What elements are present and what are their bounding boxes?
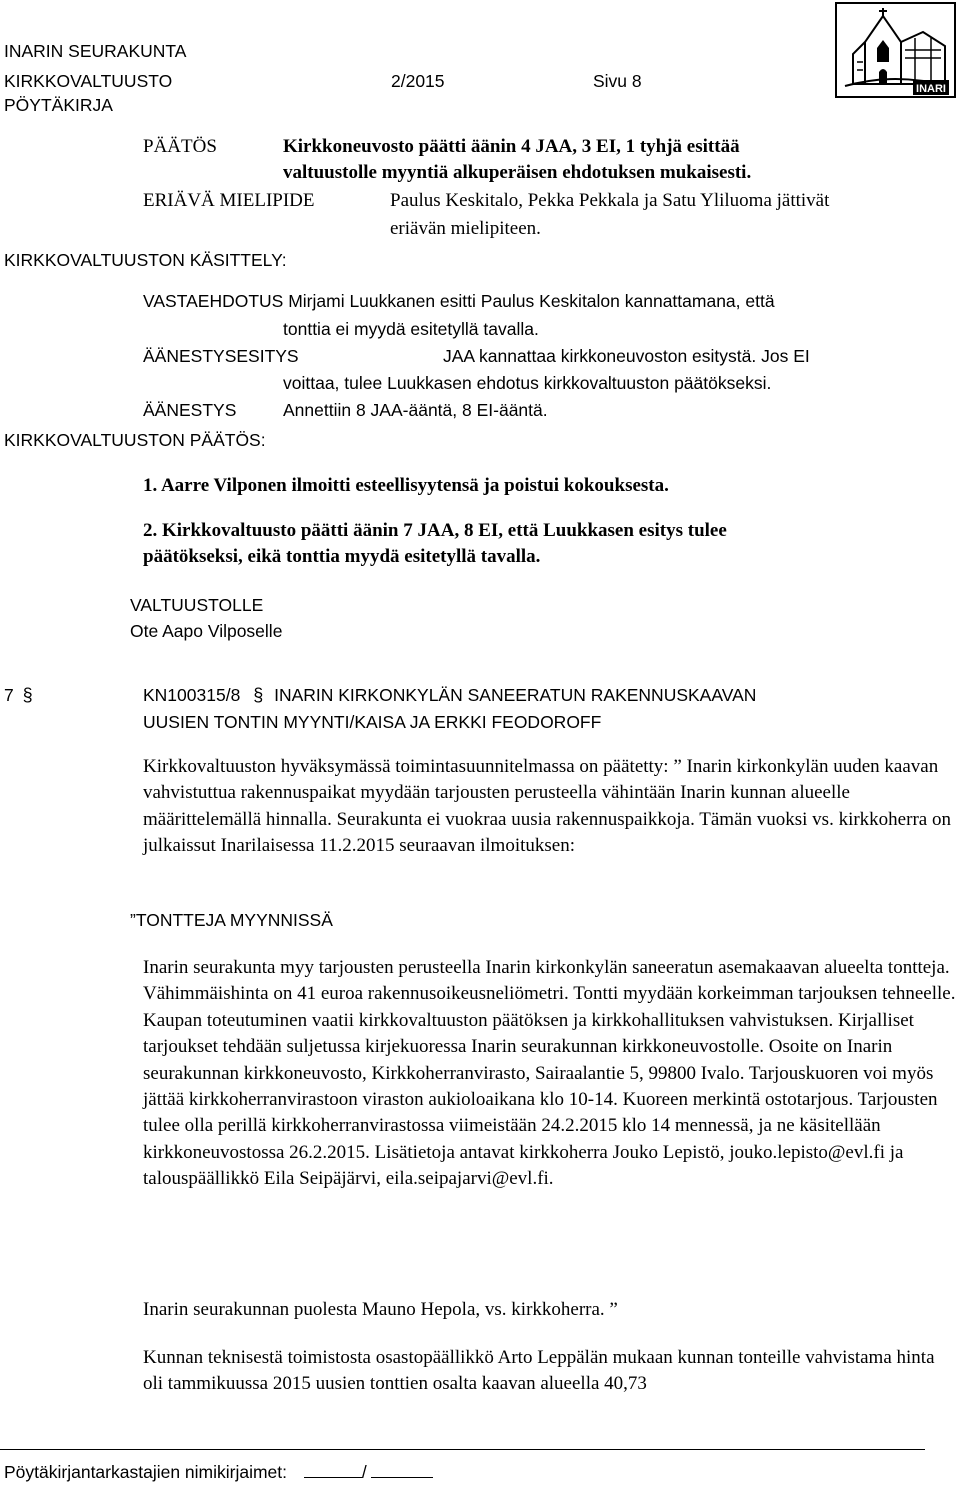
section-symbol-2: §	[253, 685, 264, 705]
section-title-line-1	[143, 684, 756, 706]
section-number	[4, 684, 33, 706]
dissent-line-2: eriävän mielipiteen.	[390, 218, 541, 239]
recipient-label: VALTUUSTOLLE	[130, 595, 264, 615]
section-title-line-2: UUSIEN TONTIN MYYNTI/KAISA JA ERKKI FEODOROFF	[143, 712, 602, 732]
body-name: KIRKKOVALTUUSTO	[4, 71, 173, 91]
page-number: Sivu 8	[593, 71, 642, 91]
decision-item-1: 1. Aarre Vilponen ilmoitti esteellisyytensä ja poistui kokouksesta.	[143, 475, 669, 496]
section-symbol: §	[22, 685, 33, 705]
decision-line-1: Kirkkoneuvosto päätti äänin 4 JAA, 3 EI, 1 tyhjä esittää	[283, 136, 740, 157]
dissent-label: ERIÄVÄ MIELIPIDE	[143, 190, 315, 211]
document-type: PÖYTÄKIRJA	[4, 95, 113, 115]
section-title-text-1: INARIN KIRKONKYLÄN SANEERATUN RAKENNUSKAAVAN	[274, 685, 757, 705]
vote-result-label: ÄÄNESTYS	[143, 400, 237, 420]
church-seal-icon	[835, 2, 956, 98]
counter-proposal-line-1: VASTAEHDOTUS Mirjami Luukkanen esitti Paulus Keskitalon kannattamana, että	[143, 291, 775, 311]
dissent-line-1: Paulus Keskitalo, Pekka Pekkala ja Satu Yliluoma jättivät	[390, 190, 830, 211]
initials-blank-1[interactable]	[304, 1462, 362, 1478]
council-handling-heading: KIRKKOVALTUUSTON KÄSITTELY:	[4, 250, 287, 270]
advertisement-text: Inarin seurakunta myy tarjousten perusteella Inarin kirkonkylän saneeratun asemakaavan alueelta tontteja. Vähimmäishinta on 41 euroa rakennusoikeusneliömetri. Tontti myydään korkeimman tarjouksen tehneelle. Kaupan toteutuminen vaatii kirkkovaltuuston päätöksen ja kirkkohallituksen vahvistuksen. Kirjalliset tarjoukset tehdään suljetussa kirjekuoressa Inarin seurakunnan kirkkoneuvostolle. Osoite on Inarin seurakunnan kirkkoneuvosto, Kirkkoherranvirasto, Sairaalantie 5, 99800 Ivalo. Tarjouskuoren voi myös jättää kirkkoherranvirastoon viraston aukioloaikana klo 10-14. Kuoreen merkintä ostotarjous. Tarjousten tulee olla perillä kirkkoherranvirastossa viimeistään 24.2.2015 klo 14 mennessä, ja ne käsitellään kirkkoneuvostossa 26.2.2015. Lisätietoja antavat kirkkoherra Jouko Lepistö, jouko.lepisto@evl.fi ja talouspäällikkö Eila Seipäjärvi, eila.seipajarvi@evl.fi.	[143, 957, 956, 1190]
advertisement-title: ”TONTTEJA MYYNNISSÄ	[130, 910, 333, 930]
decision-item-2-line-1: 2. Kirkkovaltuusto päätti äänin 7 JAA, 8 EI, että Luukkasen esitys tulee	[143, 520, 727, 541]
decision-item-2-line-2: päätökseksi, eikä tonttia myydä esitetyllä tavalla.	[143, 546, 541, 567]
section-reference: KN100315/8	[143, 685, 241, 705]
vote-proposal-line-2: voittaa, tulee Luukkasen ehdotus kirkkovaltuuston päätökseksi.	[283, 373, 772, 393]
organization-name: INARIN SEURAKUNTA	[4, 41, 187, 61]
logo-text: INARI	[916, 83, 946, 95]
footer-divider	[0, 1449, 925, 1450]
section-number-value: 7	[4, 685, 14, 705]
counter-proposal-line-2: tonttia ei myydä esitetyllä tavalla.	[283, 319, 539, 339]
vote-result-text: Annettiin 8 JAA-ääntä, 8 EI-ääntä.	[283, 400, 548, 420]
copy-recipient: Ote Aapo Vilposelle	[130, 621, 283, 641]
initials-separator: /	[361, 1462, 367, 1482]
advertisement-signature: Inarin seurakunnan puolesta Mauno Hepola, vs. kirkkoherra. ”	[143, 1299, 618, 1320]
background-paragraph: Kirkkovaltuuston hyväksymässä toimintasuunnitelmassa on päätetty: ” Inarin kirkonkylän uuden kaavan vahvistuttua rakennuspaikat myydään tarjousten perusteella vähintään Inarin kunnan alueelle määrittelemällä hinnalla. Seurakunta ei vuokraa uusia rakennuspaikkoja. Tämän vuoksi vs. kirkkoherra on julkaissut Inarilaisessa 11.2.2015 seuraavan ilmoituksen:	[143, 756, 951, 857]
vote-proposal-line-1: JAA kannattaa kirkkoneuvoston esitystä. Jos EI	[443, 346, 810, 366]
vote-proposal-label: ÄÄNESTYSESITYS	[143, 346, 299, 366]
meeting-number: 2/2015	[391, 71, 445, 91]
signature-line	[4, 1461, 433, 1483]
decision-label: PÄÄTÖS	[143, 136, 217, 157]
municipal-price-paragraph: Kunnan teknisestä toimistosta osastopäällikkö Arto Leppälän mukaan kunnan tonteille vahvistama hinta oli tammikuussa 2015 uusien tonttien osalta kaavan alueella 40,73	[143, 1347, 935, 1395]
decision-line-2: valtuustolle myyntiä alkuperäisen ehdotuksen mukaisesti.	[283, 162, 752, 183]
council-decision-heading: KIRKKOVALTUUSTON PÄÄTÖS:	[4, 430, 266, 450]
signature-label: Pöytäkirjantarkastajien nimikirjaimet:	[4, 1462, 288, 1482]
initials-blank-2[interactable]	[371, 1462, 433, 1478]
